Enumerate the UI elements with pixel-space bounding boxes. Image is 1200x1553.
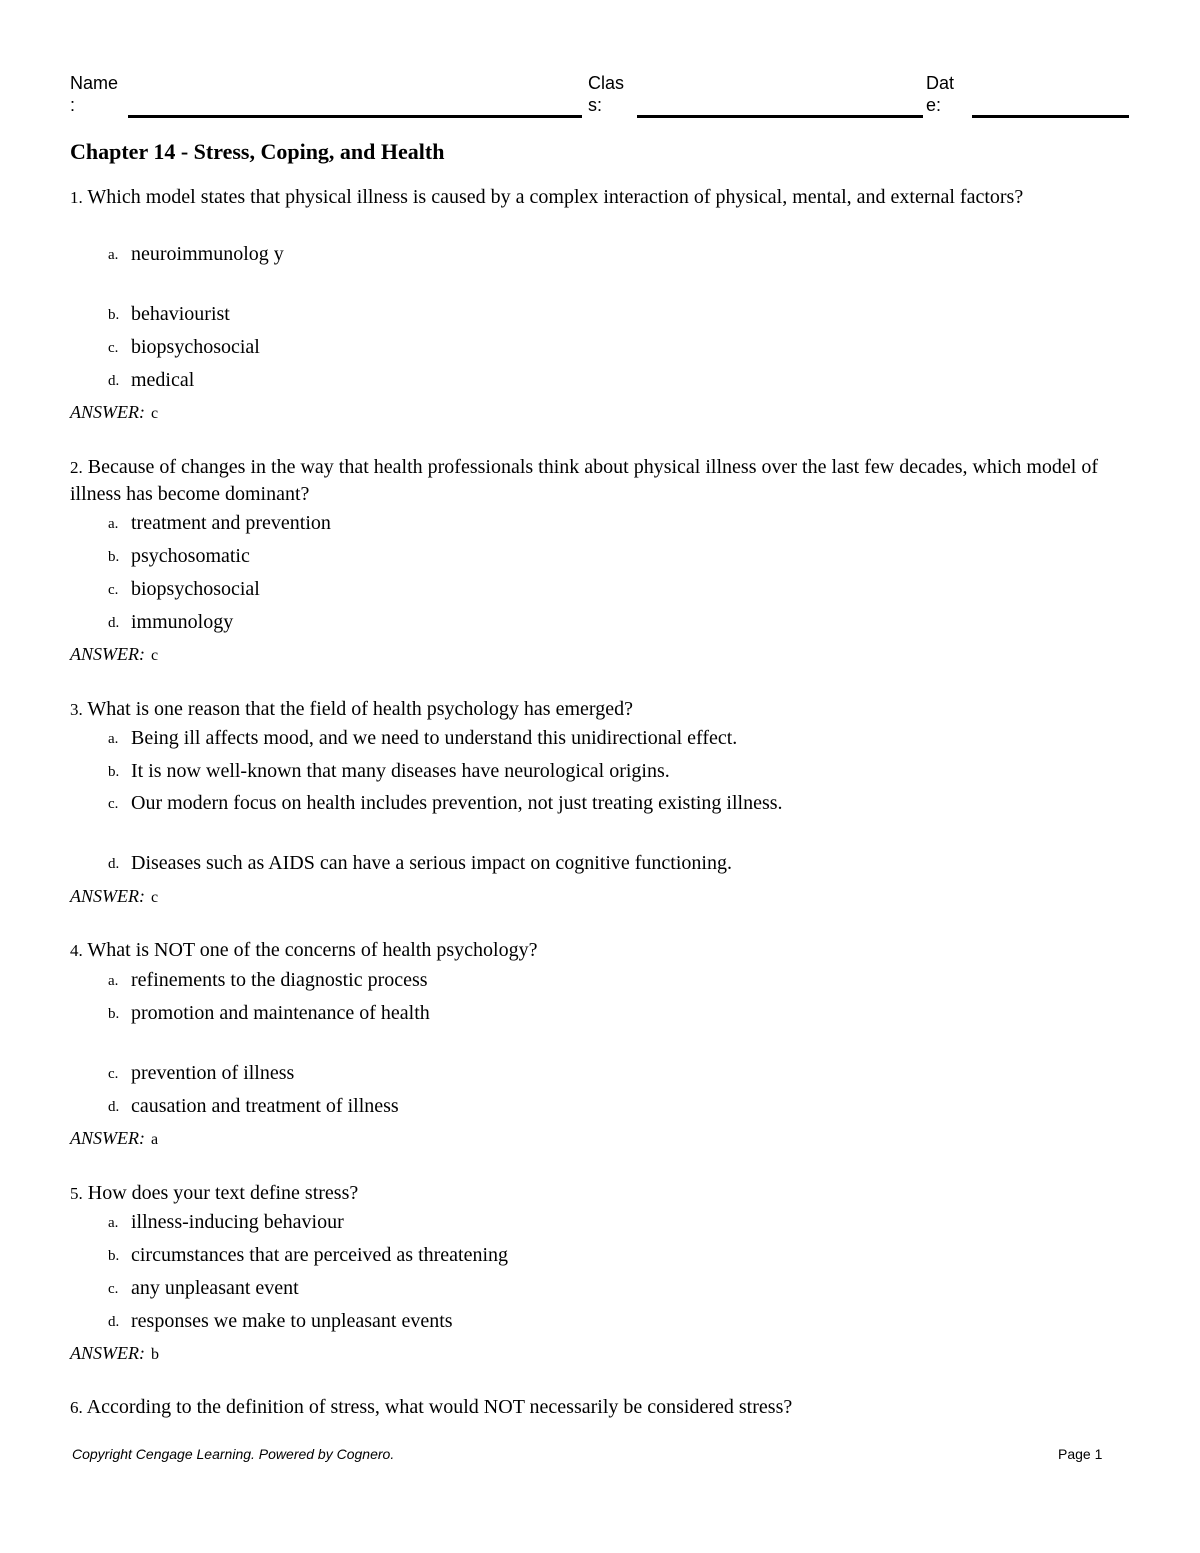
choice-letter: a.: [108, 973, 119, 989]
choice-letter: a.: [108, 516, 119, 532]
question-5: [70, 1180, 1135, 1207]
choice-text: It is now well-known that many diseases have neurological origins.: [131, 760, 670, 782]
choice-text: refinements to the diagnostic process: [131, 969, 428, 991]
choice-letter: c.: [108, 582, 119, 598]
question-number: 3.: [70, 700, 83, 719]
date-label-line1: Dat: [926, 73, 955, 93]
answer-label: ANSWER:: [70, 886, 145, 906]
name-label-line1: Name: [70, 73, 119, 93]
choice-text: biopsychosocial: [131, 578, 260, 600]
choice-d[interactable]: [108, 850, 831, 883]
question-text: According to the definition of stress, what would NOT necessarily be considered stress?: [86, 1396, 793, 1418]
question-2: [70, 454, 1135, 508]
choices-4: [108, 967, 431, 1126]
choice-letter: c.: [108, 1281, 119, 1297]
answer-3: [70, 884, 158, 910]
choice-d[interactable]: [108, 1093, 431, 1126]
choice-b[interactable]: [108, 758, 831, 790]
choices-1: [108, 241, 311, 400]
question-number: 4.: [70, 941, 83, 960]
choice-text: psychosomatic: [131, 545, 250, 567]
choice-letter: a.: [108, 247, 119, 263]
answer-value: b: [150, 1346, 159, 1363]
footer-page-number: Page 1: [1058, 1446, 1103, 1462]
answer-label: ANSWER:: [70, 1343, 145, 1363]
choice-text: treatment and prevention: [131, 512, 331, 534]
choice-text: biopsychosocial: [131, 336, 260, 358]
class-label-line2: s:: [588, 95, 603, 115]
choice-text: circumstances that are perceived as threatening: [131, 1244, 509, 1266]
choice-text: Diseases such as AIDS can have a serious impact on cognitive functioning.: [131, 852, 732, 874]
answer-value: a: [150, 1131, 159, 1148]
answer-value: c: [150, 647, 159, 664]
choices-2: [108, 510, 331, 642]
choice-c[interactable]: [108, 576, 331, 609]
choice-letter: a.: [108, 1215, 119, 1231]
choice-text: immunology: [131, 611, 234, 633]
choices-3: [108, 725, 831, 883]
choice-text: any unpleasant event: [131, 1277, 299, 1299]
choices-5: [108, 1209, 508, 1341]
choice-letter: c.: [108, 796, 119, 812]
choice-text: illness-inducing behaviour: [131, 1211, 344, 1233]
choice-c[interactable]: [108, 1275, 508, 1308]
question-number: 6.: [70, 1398, 83, 1417]
choice-text: medical: [131, 369, 195, 391]
date-label-line2: e:: [926, 95, 942, 115]
choice-letter: b.: [108, 549, 120, 565]
choice-text: behaviourist: [131, 303, 230, 325]
answer-label: ANSWER:: [70, 1128, 145, 1148]
choice-c[interactable]: [108, 334, 311, 367]
date-label: [926, 72, 954, 116]
choice-d[interactable]: [108, 367, 311, 400]
choice-text: Our modern focus on health includes prevention, not just treating existing illness.: [131, 792, 783, 814]
choice-text: causation and treatment of illness: [131, 1095, 399, 1117]
name-field-line[interactable]: [128, 115, 582, 118]
choice-letter: d.: [108, 856, 120, 872]
answer-label: ANSWER:: [70, 644, 145, 664]
choice-c[interactable]: [108, 790, 831, 850]
question-number: 2.: [70, 458, 83, 477]
question-4: [70, 937, 1135, 964]
choice-a[interactable]: [108, 1209, 508, 1242]
choice-letter: c.: [108, 340, 119, 356]
question-number: 5.: [70, 1184, 83, 1203]
choice-text: promotion and maintenance of health: [131, 1002, 430, 1024]
choice-b[interactable]: [108, 543, 331, 576]
choice-letter: b.: [108, 764, 120, 780]
question-text: Because of changes in the way that health professionals think about physical illness over the last few decades, which model of illness has become dominant?: [70, 456, 1099, 505]
answer-5: [70, 1341, 159, 1367]
name-label: [70, 72, 118, 116]
answer-label: ANSWER:: [70, 402, 145, 422]
choice-text: neuroimmunolog y: [131, 243, 284, 265]
choice-letter: a.: [108, 731, 119, 747]
class-label: [588, 72, 624, 116]
footer-copyright: Copyright Cengage Learning. Powered by Cognero.: [72, 1446, 395, 1462]
choice-a[interactable]: [108, 510, 331, 543]
class-label-line1: Clas: [588, 73, 625, 93]
class-field-line[interactable]: [637, 115, 923, 118]
question-text: What is NOT one of the concerns of health psychology?: [87, 939, 538, 961]
question-number: 1.: [70, 188, 83, 207]
choice-a[interactable]: [108, 967, 431, 1000]
choice-b[interactable]: [108, 1242, 508, 1275]
choice-text: Being ill affects mood, and we need to understand this unidirectional effect.: [131, 727, 738, 749]
answer-value: c: [150, 889, 159, 906]
choice-d[interactable]: [108, 609, 331, 642]
choice-text: prevention of illness: [131, 1062, 295, 1084]
question-text: Which model states that physical illness is caused by a complex interaction of physical, mental, and external factors?: [87, 186, 1024, 208]
choice-letter: b.: [108, 307, 120, 323]
choice-letter: d.: [108, 1099, 120, 1115]
choice-a[interactable]: [108, 241, 311, 301]
choice-c[interactable]: [108, 1060, 431, 1093]
answer-1: [70, 400, 158, 426]
choice-d[interactable]: [108, 1308, 508, 1341]
chapter-title: Chapter 14 - Stress, Coping, and Health: [70, 139, 445, 164]
answer-4: [70, 1126, 158, 1152]
choice-b[interactable]: [108, 1000, 431, 1060]
question-1: [70, 184, 1135, 211]
choice-letter: d.: [108, 373, 120, 389]
choice-text: responses we make to unpleasant events: [131, 1310, 453, 1332]
choice-letter: c.: [108, 1066, 119, 1082]
choice-letter: b.: [108, 1248, 120, 1264]
choice-b[interactable]: [108, 301, 311, 334]
choice-a[interactable]: [108, 725, 831, 758]
answer-2: [70, 642, 158, 668]
choice-letter: b.: [108, 1006, 120, 1022]
name-label-line2: :: [70, 95, 76, 115]
question-6: [70, 1394, 1135, 1421]
date-field-line[interactable]: [972, 115, 1129, 118]
question-text: What is one reason that the field of health psychology has emerged?: [87, 698, 633, 720]
choice-letter: d.: [108, 615, 120, 631]
question-text: How does your text define stress?: [87, 1182, 359, 1204]
question-3: [70, 696, 1135, 723]
choice-letter: d.: [108, 1314, 120, 1330]
answer-value: c: [150, 405, 159, 422]
